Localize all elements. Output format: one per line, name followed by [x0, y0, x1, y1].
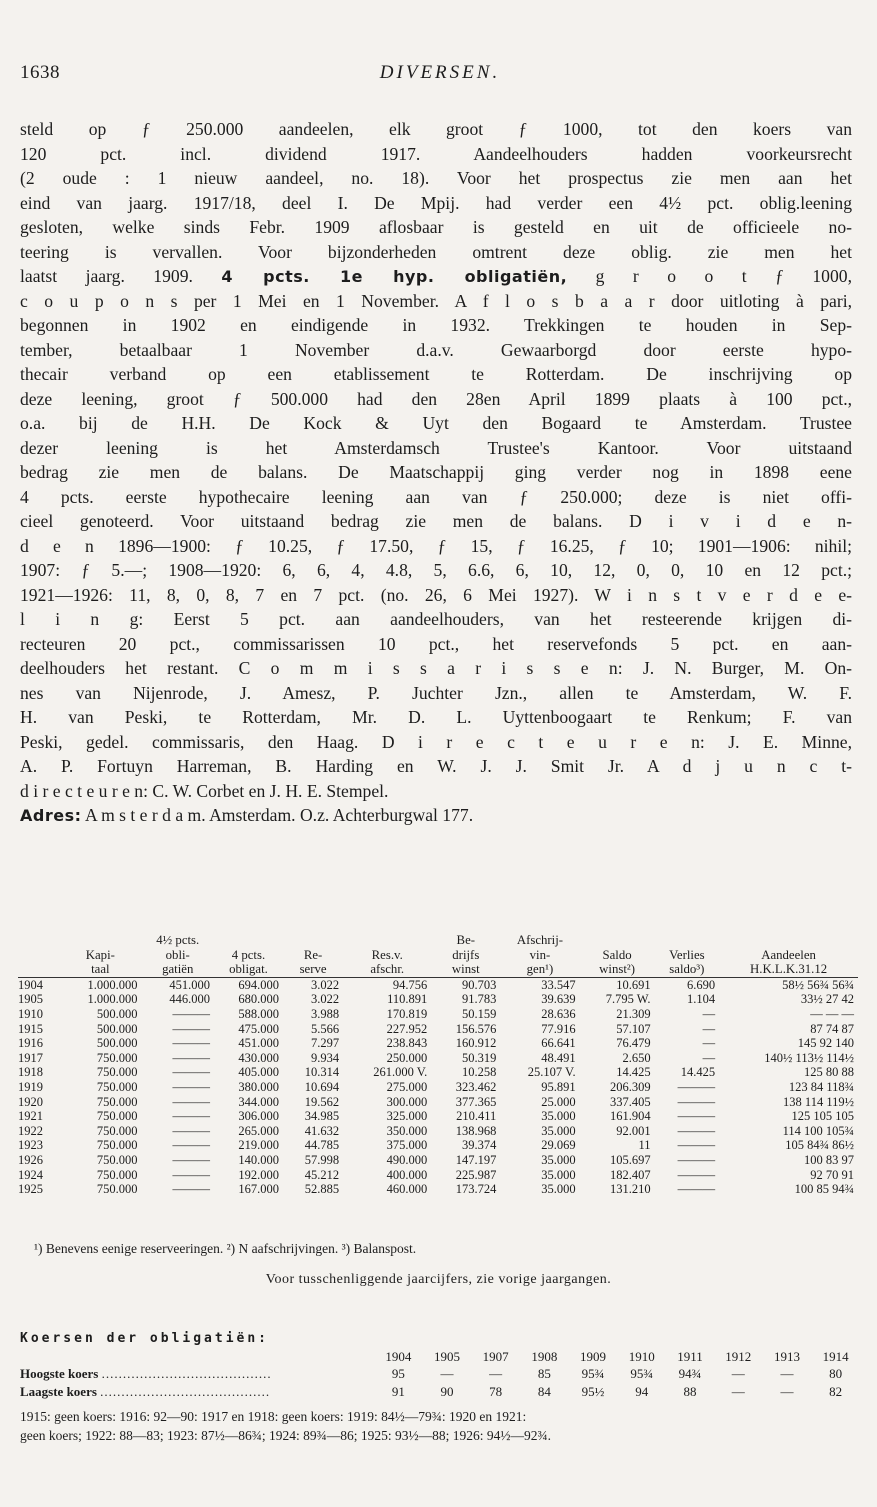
column-header: [18, 948, 59, 963]
year-header: 1908: [531, 1348, 558, 1364]
column-header: Saldo: [602, 947, 632, 962]
table-cell: 380.000: [238, 1079, 279, 1094]
text-line: dezer leening is het Amsterdamsch Trustee's Kantoor. Voor uitstaand: [20, 437, 852, 458]
table-cell: 50.319: [461, 1050, 497, 1065]
table-cell: 25.107 V.: [527, 1065, 576, 1080]
year-header: 1904: [385, 1348, 412, 1364]
year-header: 1909: [580, 1348, 607, 1364]
table-cell: 750.000: [96, 1079, 138, 1094]
year-header: 1905: [434, 1348, 460, 1364]
table-cell: 3.022: [311, 992, 340, 1007]
table-cell: 10.691: [616, 977, 651, 992]
table-cell: 323.462: [455, 1079, 497, 1094]
column-header: Verlies: [669, 947, 705, 962]
text-line: d i r e c t e u r e n: C. W. Corbet en J. H. E. Stempel.: [20, 780, 389, 801]
running-title: DIVERSEN.: [379, 62, 501, 83]
table-cell: ———: [172, 1182, 210, 1197]
table-cell: ———: [677, 1138, 716, 1153]
year-header: 1910: [628, 1348, 655, 1364]
table-cell: 66.641: [541, 1036, 576, 1051]
table-cell: 100 83 97: [804, 1152, 854, 1167]
table-cell: 500.000: [96, 1006, 138, 1021]
table-cell: 405.000: [238, 1065, 279, 1080]
table-cell: —: [702, 1021, 716, 1036]
laagste-value: 90: [440, 1383, 454, 1399]
table-cell: 87 74 87: [810, 1021, 854, 1036]
table-cell: 76.479: [616, 1036, 651, 1051]
text-line: 120 pct. incl. dividend 1917. Aandeelhouders hadden voorkeursrecht: [20, 143, 852, 164]
text-line: deelhouders het restant. C o m m i s s a r i s s e n: J. N. Burger, M. On-: [20, 658, 852, 678]
column-header: Re-: [303, 947, 323, 962]
hoogste-value: 95¾: [581, 1366, 605, 1381]
text-line: A. P. Fortuyn Harreman, B. Harding en W. J. J. Smit Jr. A d j u n c t-: [20, 756, 852, 776]
table-cell: 9.934: [311, 1050, 340, 1065]
table-cell: 125 105 105: [791, 1109, 854, 1124]
table-cell: 92.001: [616, 1123, 651, 1138]
table-cell: ———: [677, 1094, 716, 1109]
table-cell: ———: [172, 1167, 210, 1182]
hoogste-value: 95: [391, 1366, 405, 1381]
table-header-row: [18, 948, 858, 963]
table-cell: 35.000: [541, 1152, 576, 1167]
laagste-label: Laagste koers ........................................: [20, 1383, 271, 1399]
table-cell: 350.000: [386, 1123, 428, 1138]
table-cell: 57.107: [616, 1021, 651, 1036]
column-header: Aandeelen: [761, 947, 816, 962]
table-cell: 19.562: [304, 1094, 340, 1109]
table-cell: ———: [172, 1094, 210, 1109]
table-cell: 500.000: [96, 1036, 138, 1051]
text-line: recteuren 20 pct., commissarissen 10 pct., het reservefonds 5 pct. en aan-: [20, 633, 852, 654]
column-header: 4½ pcts.: [156, 933, 200, 947]
koersen-note-line: 1915: geen koers: 1916: 92—90: 1917 en 1918: geen koers: 1919: 84½—79¾: 1920 en 1921:: [20, 1409, 527, 1424]
table-cell: 451.000: [238, 1036, 279, 1051]
table-cell: 92 70 91: [810, 1167, 854, 1182]
table-row: [18, 992, 858, 1007]
table-cell: 225.987: [455, 1167, 497, 1182]
table-cell: 210.411: [456, 1109, 497, 1124]
table-cell: 28.636: [541, 1006, 576, 1021]
row-year: 1920: [18, 1094, 43, 1109]
year-header: 1907: [482, 1348, 509, 1364]
text-line: teering is vervallen. Voor bijzonderheden omtrent deze oblig. zie men het: [20, 241, 852, 262]
column-header: Kapi-: [85, 947, 115, 962]
laagste-value: 95½: [581, 1383, 605, 1399]
table-cell: 337.405: [609, 1094, 651, 1109]
column-header: gatiën: [142, 962, 214, 977]
column-header: [214, 933, 283, 948]
table-cell: 206.309: [609, 1079, 651, 1094]
table-cell: ———: [172, 1152, 210, 1167]
hoogste-value: —: [489, 1366, 503, 1381]
table-cell: 35.000: [541, 1182, 576, 1197]
address-line: Adres: A m s t e r d a m. Amsterdam. O.z. Achterburgwal 177.: [20, 805, 474, 825]
table-cell: 131.210: [609, 1182, 651, 1197]
table-row: [18, 1036, 858, 1051]
table-cell: 140.000: [238, 1152, 279, 1167]
text-line: Peski, gedel. commissaris, den Haag. D i r e c t e u r e n: J. E. Minne,: [20, 731, 852, 752]
table-cell: 446.000: [169, 992, 210, 1007]
koersen-title: Koersen der obligatiën:: [20, 1331, 270, 1346]
table-cell: 161.904: [609, 1109, 651, 1124]
table-footnote: ¹) Benevens eenige reserveeringen. ²) N aafschrijvingen. ³) Balanspost.: [34, 1241, 417, 1256]
table-cell: 750.000: [96, 1167, 138, 1182]
table-cell: 325.000: [386, 1109, 428, 1124]
table-cell: 145 92 140: [797, 1036, 854, 1051]
table-cell: 2.650: [622, 1050, 651, 1065]
text-line: d e n 1896—1900: ƒ 10.25, ƒ 17.50, ƒ 15, ƒ 16.25, ƒ 10; 1901—1906: nihil;: [20, 535, 852, 556]
table-row: [18, 1007, 858, 1022]
table-cell: 7.297: [311, 1036, 340, 1051]
table-cell: 33.547: [541, 977, 576, 992]
text-line: l i n g: Eerst 5 pct. aan aandeelhouders, van het resteerende krijgen di-: [20, 609, 852, 629]
table-cell: 306.000: [238, 1109, 279, 1124]
table-cell: 39.374: [461, 1138, 497, 1153]
text-line: H. van Peski, te Rotterdam, Mr. D. L. Uyttenboogaart te Renkum; F. van: [20, 707, 852, 727]
table-cell: 750.000: [96, 1123, 138, 1138]
table-cell: 300.000: [386, 1094, 428, 1109]
column-header: afschr.: [343, 962, 431, 977]
table-cell: 430.000: [238, 1050, 279, 1065]
column-header: H.K.L.K.31.12: [719, 962, 858, 977]
table-cell: ———: [677, 1123, 716, 1138]
table-cell: 147.197: [455, 1152, 497, 1167]
table-cell: 261.000 V.: [373, 1065, 428, 1080]
table-cell: 344.000: [238, 1094, 279, 1109]
table-cell: ———: [172, 1050, 210, 1065]
table-cell: —: [702, 1006, 716, 1021]
text-line: bedrag zie men de balans. De Maatschappij ging verder nog in 1898 eene: [20, 462, 852, 482]
column-header: [59, 933, 141, 948]
row-year: 1919: [18, 1079, 43, 1094]
column-header: [283, 933, 343, 948]
row-year: 1921: [18, 1109, 43, 1124]
table-cell: 156.576: [455, 1021, 497, 1036]
column-header: winst²): [580, 962, 655, 977]
table-row: [18, 1065, 858, 1080]
table-cell: 475.000: [238, 1021, 279, 1036]
column-header: serve: [283, 962, 343, 977]
column-header: saldo³): [655, 962, 720, 977]
table-row: [18, 1095, 858, 1110]
table-row: [18, 1109, 858, 1124]
row-year: 1918: [18, 1065, 43, 1080]
table-header-row: [18, 933, 858, 948]
column-header: Res.v.: [371, 947, 403, 962]
hoogste-label: Hoogste koers ........................................: [20, 1366, 272, 1381]
table-cell: 250.000: [386, 1050, 428, 1065]
table-cell: 694.000: [238, 977, 279, 992]
table-cell: 48.491: [541, 1050, 576, 1065]
column-header: [18, 933, 59, 948]
table-cell: 3.988: [311, 1006, 340, 1021]
table-cell: ———: [172, 1079, 210, 1094]
table-cell: ———: [677, 1079, 716, 1094]
row-year: 1923: [18, 1138, 43, 1153]
year-header: 1913: [773, 1348, 800, 1364]
column-header: Be-: [456, 933, 476, 947]
table-cell: 34.985: [304, 1109, 340, 1124]
table-row: [18, 1022, 858, 1037]
column-header: Afschrij-: [516, 933, 564, 947]
table-cell: 750.000: [96, 1109, 138, 1124]
koersen-laagste-row: [18, 1383, 860, 1401]
table-cell: 21.309: [616, 1006, 651, 1021]
table-cell: 1.104: [687, 992, 716, 1007]
table-row: [18, 1124, 858, 1139]
table-cell: 750.000: [96, 1152, 138, 1167]
table-cell: ———: [172, 1065, 210, 1080]
table-row: [18, 1080, 858, 1095]
table-cell: 114 100 105¾: [782, 1123, 854, 1138]
koersen-title-row: [18, 1330, 860, 1348]
table-cell: — — —: [810, 1006, 854, 1021]
text-line: gesloten, welke sinds Febr. 1909 aflosbaar is gesteld en uit de officieele no-: [20, 217, 852, 237]
table-cell: 227.952: [386, 1021, 428, 1036]
table-row: [18, 1182, 858, 1197]
row-year: 1922: [18, 1123, 43, 1138]
laagste-value: 88: [683, 1383, 697, 1399]
table-cell: 45.212: [304, 1167, 340, 1182]
table-cell: 29.069: [541, 1138, 576, 1153]
table-cell: 90.703: [461, 977, 497, 992]
table-cell: 5.566: [311, 1021, 340, 1036]
table-cell: 750.000: [96, 1065, 138, 1080]
row-year: 1926: [18, 1152, 43, 1167]
table-row: [18, 977, 858, 992]
column-header: [18, 962, 59, 977]
table-cell: 375.000: [386, 1138, 428, 1153]
text-line: cieel genoteerd. Voor uitstaand bedrag zie men de balans. D i v i d e n-: [20, 511, 852, 531]
column-header: [719, 933, 858, 948]
financial-table: [18, 933, 858, 1197]
table-cell: 750.000: [96, 1094, 138, 1109]
year-header: 1911: [677, 1348, 703, 1364]
bond-prices-table: [18, 1330, 860, 1400]
table-cell: 125 80 88: [804, 1065, 854, 1080]
table-cell: 1.000.000: [87, 977, 138, 992]
page-header: [20, 62, 860, 92]
table-cell: 167.000: [238, 1182, 279, 1197]
table-row: [18, 1168, 858, 1183]
hoogste-value: —: [440, 1366, 454, 1381]
table-cell: 100 85 94¾: [794, 1182, 854, 1197]
table-cell: ———: [172, 1109, 210, 1124]
table-cell: 265.000: [238, 1123, 279, 1138]
table-cell: 94.756: [392, 977, 428, 992]
table-cell: 91.783: [461, 992, 497, 1007]
table-cell: 110.891: [387, 992, 428, 1007]
table-cell: 10.694: [304, 1079, 340, 1094]
table-cell: ———: [172, 1138, 210, 1153]
address-label: Adres:: [20, 806, 82, 825]
table-cell: 750.000: [96, 1138, 138, 1153]
table-cell: 219.000: [238, 1138, 279, 1153]
table-cell: 39.639: [541, 992, 576, 1007]
table-cell: 140½ 113½ 114½: [764, 1050, 854, 1065]
laagste-value: 91: [391, 1383, 405, 1399]
table-cell: ———: [172, 1006, 210, 1021]
text-line: c o u p o n s per 1 Mei en 1 November. A f l o s b a a r door uitloting à pari,: [20, 290, 852, 311]
year-header: 1914: [822, 1348, 849, 1364]
text-line: steld op ƒ 250.000 aandeelen, elk groot ƒ 1000, tot den koers van: [20, 119, 852, 139]
text-line: thecair verband op een etablissement te Rotterdam. De inschrijving op: [20, 364, 852, 384]
table-cell: 58½ 56¾ 56¾: [782, 977, 854, 992]
text-line: deze leening, groot ƒ 500.000 had den 28en April 1899 plaats à 100 pct.,: [20, 388, 852, 409]
table-cell: 400.000: [386, 1167, 428, 1182]
text-line: tember, betaalbaar 1 November d.a.v. Gewaarborgd door eerste hypo-: [20, 339, 852, 360]
table-cell: 105.697: [609, 1152, 651, 1167]
table-cell: 14.425: [680, 1065, 716, 1080]
table-cell: 25.000: [541, 1094, 576, 1109]
table-cell: 123 84 118¾: [788, 1079, 854, 1094]
row-year: 1916: [18, 1036, 43, 1051]
table-note: Voor tusschenliggende jaarcijfers, zie vorige jaargangen.: [265, 1272, 612, 1287]
koersen-hoogste-row: [18, 1365, 860, 1383]
table-cell: 238.843: [386, 1036, 428, 1051]
hoogste-value: —: [731, 1366, 745, 1381]
text-line: nes van Nijenrode, J. Amesz, P. Juchter Jzn., allen te Amsterdam, W. F.: [20, 682, 852, 703]
column-header: gen¹): [500, 962, 579, 977]
row-year: 1917: [18, 1050, 43, 1065]
text-line: (2 oude : 1 nieuw aandeel, no. 18). Voor het prospectus zie men aan het: [20, 168, 852, 188]
text-line: eind van jaarg. 1917/18, deel I. De Mpij. had verder een 4½ pct. oblig.leening: [20, 192, 852, 213]
table-cell: 57.998: [304, 1152, 340, 1167]
bond-heading: 4 pcts. 1e hyp. obligatiën,: [221, 267, 568, 286]
text-line-bond-heading: laatst jaarg. 1909. 4 pcts. 1e hyp. obligatiën, g r o o t ƒ 1000,: [20, 266, 852, 286]
table-cell: 192.000: [238, 1167, 279, 1182]
table-cell: 52.885: [304, 1182, 340, 1197]
table-cell: —: [702, 1050, 716, 1065]
column-header: obligat.: [214, 962, 283, 977]
hoogste-value: 95¾: [630, 1366, 654, 1381]
table-cell: 588.000: [238, 1006, 279, 1021]
column-header: [343, 933, 431, 948]
table-cell: ———: [677, 1109, 716, 1124]
text-line: begonnen in 1902 en eindigende in 1932. Trekkingen te houden in Sep-: [20, 315, 852, 335]
column-header: vin-: [529, 947, 551, 962]
table-cell: 33½ 27 42: [800, 992, 854, 1007]
column-header: [580, 933, 655, 948]
table-cell: 35.000: [541, 1167, 576, 1182]
table-cell: 41.632: [304, 1123, 340, 1138]
laagste-value: 84: [537, 1383, 551, 1399]
table-cell: 105 84¾ 86½: [785, 1138, 854, 1153]
laagste-value: 82: [829, 1383, 843, 1399]
row-year: 1915: [18, 1021, 43, 1036]
table-cell: ———: [172, 1021, 210, 1036]
table-cell: ———: [172, 1123, 210, 1138]
table-header-row: [18, 962, 858, 977]
column-header: obli-: [165, 947, 190, 962]
column-header: taal: [59, 962, 141, 977]
year-header: 1912: [725, 1348, 752, 1364]
table-cell: 750.000: [96, 1050, 138, 1065]
table-cell: 44.785: [304, 1138, 340, 1153]
row-year: 1925: [18, 1182, 43, 1197]
hoogste-value: 94¾: [678, 1366, 702, 1381]
body-text: [20, 117, 852, 828]
table-cell: 160.912: [455, 1036, 497, 1051]
hoogste-value: 85: [537, 1366, 551, 1381]
table-row: [18, 1051, 858, 1066]
hoogste-value: 80: [829, 1366, 843, 1381]
table-cell: 490.000: [386, 1152, 428, 1167]
row-year: 1905: [18, 992, 43, 1007]
table-cell: 1.000.000: [87, 992, 138, 1007]
row-year: 1904: [18, 977, 43, 992]
table-cell: 77.916: [541, 1021, 576, 1036]
table-cell: 680.000: [238, 992, 279, 1007]
column-header: 4 pcts.: [231, 947, 266, 962]
table-cell: 138.968: [455, 1123, 497, 1138]
table-cell: ———: [677, 1182, 716, 1197]
table-cell: 35.000: [541, 1123, 576, 1138]
table-cell: 7.795 W.: [605, 992, 651, 1007]
table-cell: 377.365: [455, 1094, 497, 1109]
table-cell: 50.159: [461, 1006, 497, 1021]
table-cell: ———: [172, 1036, 210, 1051]
laagste-value: 78: [489, 1383, 503, 1399]
table-cell: 138 114 119½: [783, 1094, 854, 1109]
koersen-years-row: [18, 1348, 860, 1366]
table-row: [18, 1153, 858, 1168]
text-line: 1921—1926: 11, 8, 0, 8, 7 en 7 pct. (no. 26, 6 Mei 1927). W i n s t v e r d e e-: [20, 584, 852, 605]
table-cell: 182.407: [609, 1167, 651, 1182]
table-cell: 460.000: [386, 1182, 428, 1197]
table-cell: 750.000: [96, 1182, 138, 1197]
text-line: 1907: ƒ 5.—; 1908—1920: 6, 6, 4, 4.8, 5, 6.6, 6, 10, 12, 0, 0, 10 en 12 pct.;: [20, 560, 852, 580]
row-year: 1924: [18, 1167, 43, 1182]
row-year: 1910: [18, 1006, 43, 1021]
hoogste-value: —: [780, 1366, 794, 1381]
table-cell: 35.000: [541, 1109, 576, 1124]
table-cell: 500.000: [96, 1021, 138, 1036]
column-header: winst: [431, 962, 500, 977]
table-cell: 6.690: [687, 977, 716, 992]
table-cell: 275.000: [386, 1079, 428, 1094]
page-number: 1638: [20, 62, 60, 83]
table-cell: 10.314: [304, 1065, 340, 1080]
column-header: drijfs: [452, 947, 480, 962]
laagste-value: —: [731, 1383, 745, 1399]
table-cell: 451.000: [169, 977, 210, 992]
laagste-value: —: [780, 1383, 794, 1399]
text-line: o.a. bij de H.H. De Kock & Uyt den Bogaard te Amsterdam. Trustee: [20, 413, 852, 433]
table-cell: 170.819: [386, 1006, 428, 1021]
text-line: 4 pcts. eerste hypothecaire leening aan van ƒ 250.000; deze is niet offi-: [20, 486, 852, 507]
table-cell: 3.022: [311, 977, 340, 992]
koersen-note: [20, 1407, 860, 1445]
table-cell: 173.724: [455, 1182, 497, 1197]
column-header: [655, 933, 720, 948]
koersen-note-line: geen koers; 1922: 88—83; 1923: 87½—86¾; 1924: 89¾—86; 1925: 93½—88; 1926: 94½—92¾.: [20, 1428, 551, 1443]
table-cell: —: [702, 1036, 716, 1051]
table-cell: ———: [677, 1167, 716, 1182]
table-cell: 11: [638, 1138, 651, 1153]
table-cell: ———: [677, 1152, 716, 1167]
laagste-value: 94: [635, 1383, 649, 1399]
table-cell: 95.891: [541, 1079, 576, 1094]
table-row: [18, 1138, 858, 1153]
table-cell: 10.258: [461, 1065, 497, 1080]
table-cell: 14.425: [616, 1065, 651, 1080]
address-city: A m s t e r d a m.: [84, 805, 206, 825]
